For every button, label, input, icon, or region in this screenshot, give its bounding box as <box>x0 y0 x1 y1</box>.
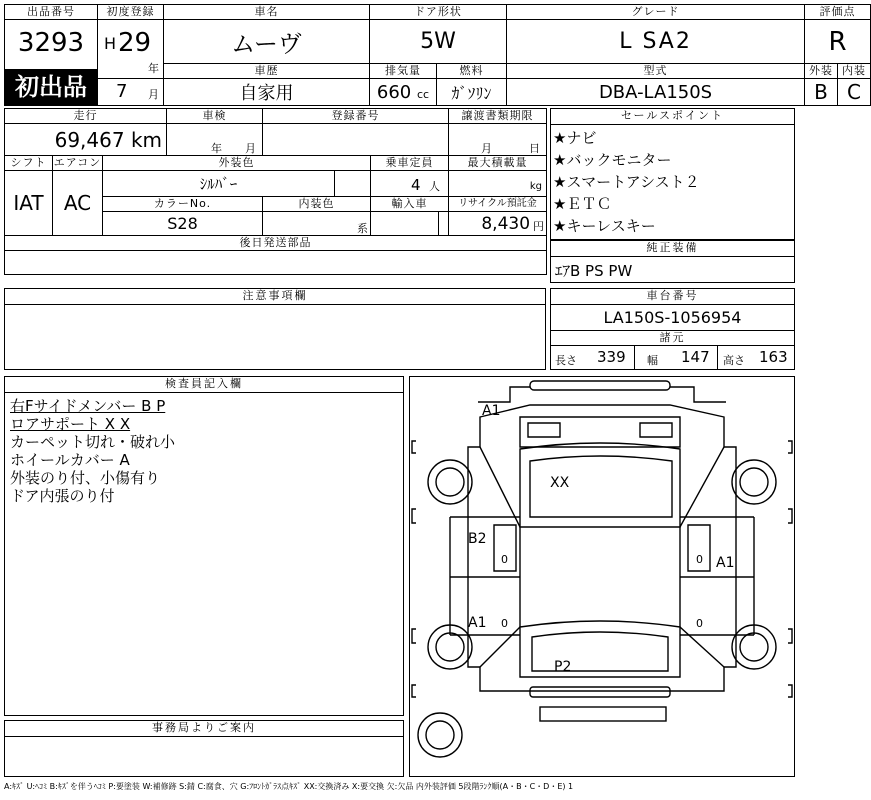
lot-cell <box>5 20 98 106</box>
displacement: 660 <box>376 81 412 103</box>
sales-points-box <box>550 108 795 240</box>
interior-grade: C <box>838 79 871 106</box>
lot-number: 3293 <box>17 28 85 58</box>
office-box <box>4 720 404 777</box>
inspector-line: ドア内張のり付 <box>10 487 115 505</box>
inspector-line: 右Fサイドメンバー B P <box>10 397 166 415</box>
sales-points-list <box>553 127 700 237</box>
capacity-label: 乗車定員 <box>371 156 449 171</box>
damage-mark-left-rear-door: A1 <box>468 615 487 631</box>
cc-unit: cc <box>416 87 430 101</box>
inspection-label: 車検 <box>167 109 263 124</box>
era-prefix: H <box>104 34 117 53</box>
later-parts-value <box>5 251 547 275</box>
exterior-grade: B <box>805 79 838 106</box>
reg-label: 初度登録 <box>98 5 164 20</box>
recycle-cell <box>449 212 547 236</box>
chassis-number: LA150S-1056954 <box>603 308 742 327</box>
height-label: 高さ <box>723 354 745 367</box>
sales-points-label: セールスポイント <box>551 109 794 125</box>
history: 自家用 <box>164 79 370 106</box>
sales-point: ★キーレスキー <box>553 217 656 235</box>
recycle-label: リサイクル預託金 <box>449 197 547 212</box>
spec-label: 諸元 <box>659 331 686 344</box>
import-label: 輸入車 <box>371 197 449 212</box>
damage-mark-front-left: A1 <box>482 403 501 419</box>
interior-color-label: 内装色 <box>263 197 371 212</box>
color-no: S28 <box>103 212 263 236</box>
equipment-box <box>550 240 795 283</box>
inspector-line: ホイールカバー A <box>10 451 130 469</box>
score-label: 評価点 <box>805 5 871 20</box>
transfer-month-unit: 月 <box>481 142 493 155</box>
equipment-value: ｴｱB PS PW <box>555 262 633 280</box>
details-table <box>4 108 547 275</box>
color: ｼﾙﾊﾞｰ <box>103 171 335 197</box>
capacity: 4 <box>411 176 421 194</box>
color-label: 外装色 <box>103 156 371 171</box>
notes-label: 注意事項欄 <box>5 289 545 305</box>
sales-point: ★ナビ <box>553 129 597 147</box>
ac: AC <box>53 171 103 236</box>
reg-number-label: 登録番号 <box>263 109 449 124</box>
inspector-label: 検査員記入欄 <box>5 377 403 393</box>
recycle-amount: 8,430 <box>481 214 531 234</box>
color-extra <box>335 171 371 197</box>
damage-mark-hood: XX <box>550 475 570 491</box>
car-diagram <box>410 377 794 776</box>
zero-mark: 0 <box>501 553 508 566</box>
damage-legend: A:ｷｽﾞ U:ﾍｺﾐ B:ｷｽﾞを伴うﾍｺﾐ P:要塗装 W:補修跡 S:錆 C:腐食、穴 G:ﾌﾛﾝﾄｶﾞﾗｽ点ｷｽﾞ XX:交換済み X:要交換 欠:欠品 内外装評価 5段階ﾗﾝｸ順(A・B・C・D・E) 1 <box>4 782 574 791</box>
fuel: ｶﾞｿﾘﾝ <box>437 79 507 106</box>
office-label: 事務局よりご案内 <box>5 721 403 737</box>
sales-point: ★スマートアシスト２ <box>553 173 700 191</box>
damage-mark-rear: P2 <box>554 659 572 675</box>
exterior-label: 外装 <box>805 64 838 79</box>
equipment-label: 純正装備 <box>551 241 794 257</box>
name-label: 車名 <box>164 5 370 20</box>
zero-mark: 0 <box>696 553 703 566</box>
transfer-cell <box>449 124 547 156</box>
reg-month: 7 <box>116 81 128 102</box>
length: 339 <box>597 348 626 366</box>
height: 163 <box>759 348 788 366</box>
reg-month-cell <box>98 79 164 106</box>
notes-box <box>4 288 546 370</box>
inspector-line: 外装のり付、小傷有り <box>10 469 161 487</box>
mileage: 69,467 km <box>5 124 167 156</box>
month-unit: 月 <box>148 88 159 101</box>
first-listing-badge: 初出品 <box>5 69 97 105</box>
inspector-notes <box>10 397 175 505</box>
import-cell-a <box>371 212 439 236</box>
displacement-label: 排気量 <box>370 64 437 79</box>
reg-year-cell <box>98 20 164 79</box>
divider <box>717 345 718 369</box>
divider <box>551 345 794 346</box>
width-label: 幅 <box>647 354 658 367</box>
yen-unit: 円 <box>533 220 545 233</box>
inspector-line: ロアサポート X X <box>10 415 131 433</box>
load-cell <box>449 171 547 197</box>
model-label: 型式 <box>507 64 805 79</box>
year-unit: 年 <box>148 62 159 75</box>
capacity-cell <box>371 171 449 197</box>
inspection-month-unit: 月 <box>245 142 257 155</box>
lot-label: 出品番号 <box>5 5 98 20</box>
sales-point: ★ＥＴＣ <box>553 195 612 213</box>
zero-mark: 0 <box>501 617 508 630</box>
transfer-label: 譲渡書類期限 <box>449 109 547 124</box>
inspection-cell <box>167 124 263 156</box>
car-name: ムーヴ <box>164 20 370 64</box>
mileage-label: 走行 <box>5 109 167 124</box>
inspector-line: カーペット切れ・破れ小 <box>10 433 176 451</box>
sales-point: ★バックモニター <box>553 151 672 169</box>
car-diagram-box <box>409 376 795 777</box>
damage-mark-right-door: A1 <box>716 555 735 571</box>
grade-label: グレード <box>507 5 805 20</box>
series-unit: 系 <box>357 222 369 235</box>
person-unit: 人 <box>429 180 441 193</box>
grade: L SA2 <box>507 20 805 64</box>
shift-label: シフト <box>5 156 53 171</box>
model: DBA-LA150S <box>507 79 805 106</box>
chassis-box <box>550 288 795 370</box>
kg-unit: kg <box>529 181 543 192</box>
header-table <box>4 4 871 106</box>
displacement-cell <box>370 79 437 106</box>
interior-color-cell <box>263 212 371 236</box>
reg-number <box>263 124 449 156</box>
inspector-box <box>4 376 404 716</box>
interior-label: 内装 <box>838 64 871 79</box>
door-type: 5W <box>370 20 507 64</box>
inspection-year-unit: 年 <box>211 142 223 155</box>
color-no-label: カラーNo. <box>103 197 263 212</box>
shift: IAT <box>5 171 53 236</box>
divider <box>634 345 635 369</box>
chassis-label: 車台番号 <box>551 289 794 305</box>
transfer-day-unit: 日 <box>529 142 541 155</box>
import-cell-b <box>439 212 449 236</box>
damage-mark-left-front-door: B2 <box>468 531 487 547</box>
door-label: ドア形状 <box>370 5 507 20</box>
ac-label: エアコン <box>53 156 102 169</box>
history-label: 車歴 <box>164 64 370 79</box>
reg-year: 29 <box>118 28 152 58</box>
later-parts-label: 後日発送部品 <box>5 236 547 251</box>
zero-mark: 0 <box>696 617 703 630</box>
width: 147 <box>681 348 710 366</box>
length-label: 長さ <box>555 354 577 367</box>
score: R <box>805 20 871 64</box>
load-label: 最大積載量 <box>449 156 547 171</box>
fuel-label: 燃料 <box>437 64 507 79</box>
